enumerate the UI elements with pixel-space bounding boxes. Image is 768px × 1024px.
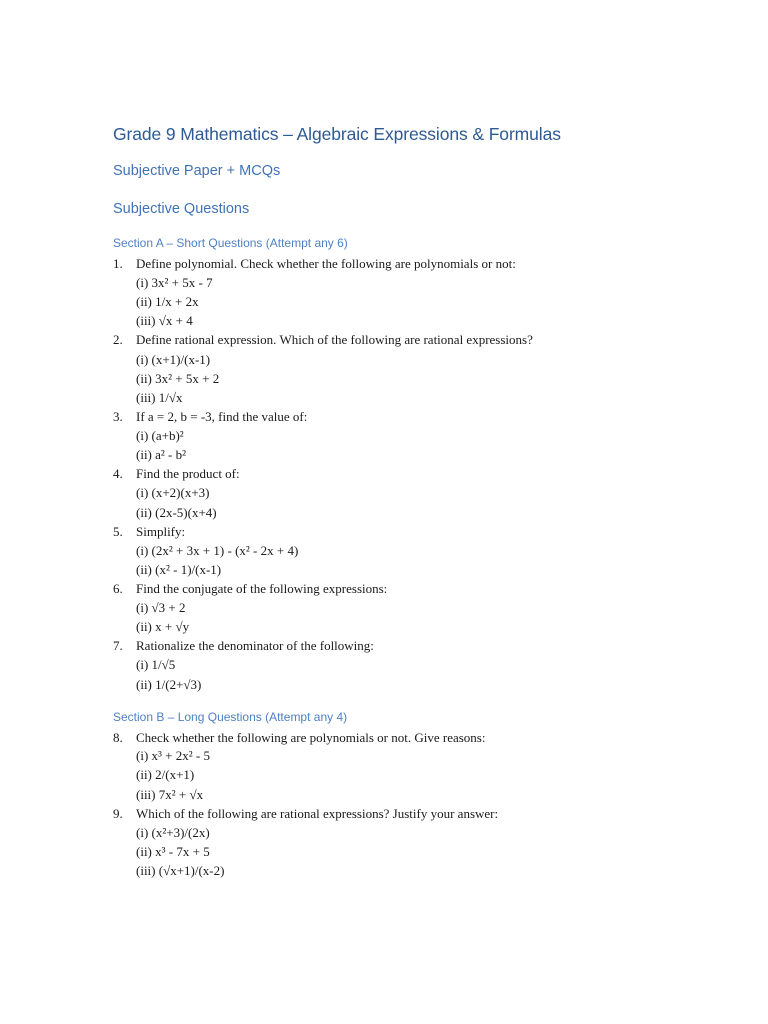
question-item: (ii) 3x² + 5x + 2: [136, 371, 220, 386]
question-number: 6.: [113, 581, 123, 596]
section-a-heading: Section A – Short Questions (Attempt any 6): [113, 236, 348, 250]
question-item: (i) (x+1)/(x-1): [136, 352, 211, 367]
question-item: (iii) 1/√x: [136, 390, 183, 405]
question-item: (i) (2x² + 3x + 1) - (x² - 2x + 4): [136, 543, 299, 558]
question-text: Define polynomial. Check whether the following are polynomials or not:: [136, 256, 516, 271]
question-item: (ii) a² - b²: [136, 447, 187, 462]
section-b-heading: Section B – Long Questions (Attempt any 4): [113, 710, 348, 724]
question-text: Simplify:: [136, 524, 186, 539]
question-item: (i) (a+b)²: [136, 428, 184, 443]
question-item: (i) 3x² + 5x - 7: [136, 275, 213, 290]
question-text: Rationalize the denominator of the following:: [136, 638, 374, 653]
question-item: (i) x³ + 2x² - 5: [136, 748, 210, 763]
question-text: Which of the following are rational expressions? Justify your answer:: [136, 806, 499, 821]
question-item: (ii) 2/(x+1): [136, 767, 195, 782]
question-item: (ii) 1/x + 2x: [136, 294, 199, 309]
question-item: (i) (x²+3)/(2x): [136, 825, 210, 840]
question-number: 1.: [113, 256, 123, 271]
question-number: 8.: [113, 730, 123, 745]
question-number: 7.: [113, 638, 123, 653]
question-item: (iii) (√x+1)/(x-2): [136, 863, 225, 878]
question-number: 5.: [113, 524, 123, 539]
question-number: 3.: [113, 409, 123, 424]
question-number: 2.: [113, 332, 123, 347]
question-text: Find the conjugate of the following expressions:: [136, 581, 388, 596]
question-item: (ii) x³ - 7x + 5: [136, 844, 210, 859]
question-item: (ii) (2x-5)(x+4): [136, 505, 217, 520]
question-item: (iii) √x + 4: [136, 313, 193, 328]
question-item: (i) (x+2)(x+3): [136, 485, 210, 500]
question-item: (ii) (x² - 1)/(x-1): [136, 562, 222, 577]
question-text: If a = 2, b = -3, find the value of:: [136, 409, 308, 424]
question-number: 4.: [113, 466, 123, 481]
question-text: Check whether the following are polynomials or not. Give reasons:: [136, 730, 486, 745]
section-heading: Subjective Questions: [113, 201, 250, 217]
question-number: 9.: [113, 806, 123, 821]
document-subtitle: Subjective Paper + MCQs: [113, 163, 281, 179]
document-title: Grade 9 Mathematics – Algebraic Expressions & Formulas: [113, 124, 561, 144]
question-item: (ii) 1/(2+√3): [136, 677, 202, 692]
question-item: (i) 1/√5: [136, 657, 176, 672]
question-item: (iii) 7x² + √x: [136, 787, 204, 802]
question-text: Find the product of:: [136, 466, 240, 481]
question-text: Define rational expression. Which of the following are rational expressions?: [136, 332, 533, 347]
question-item: (ii) x + √y: [136, 619, 190, 634]
question-item: (i) √3 + 2: [136, 600, 186, 615]
